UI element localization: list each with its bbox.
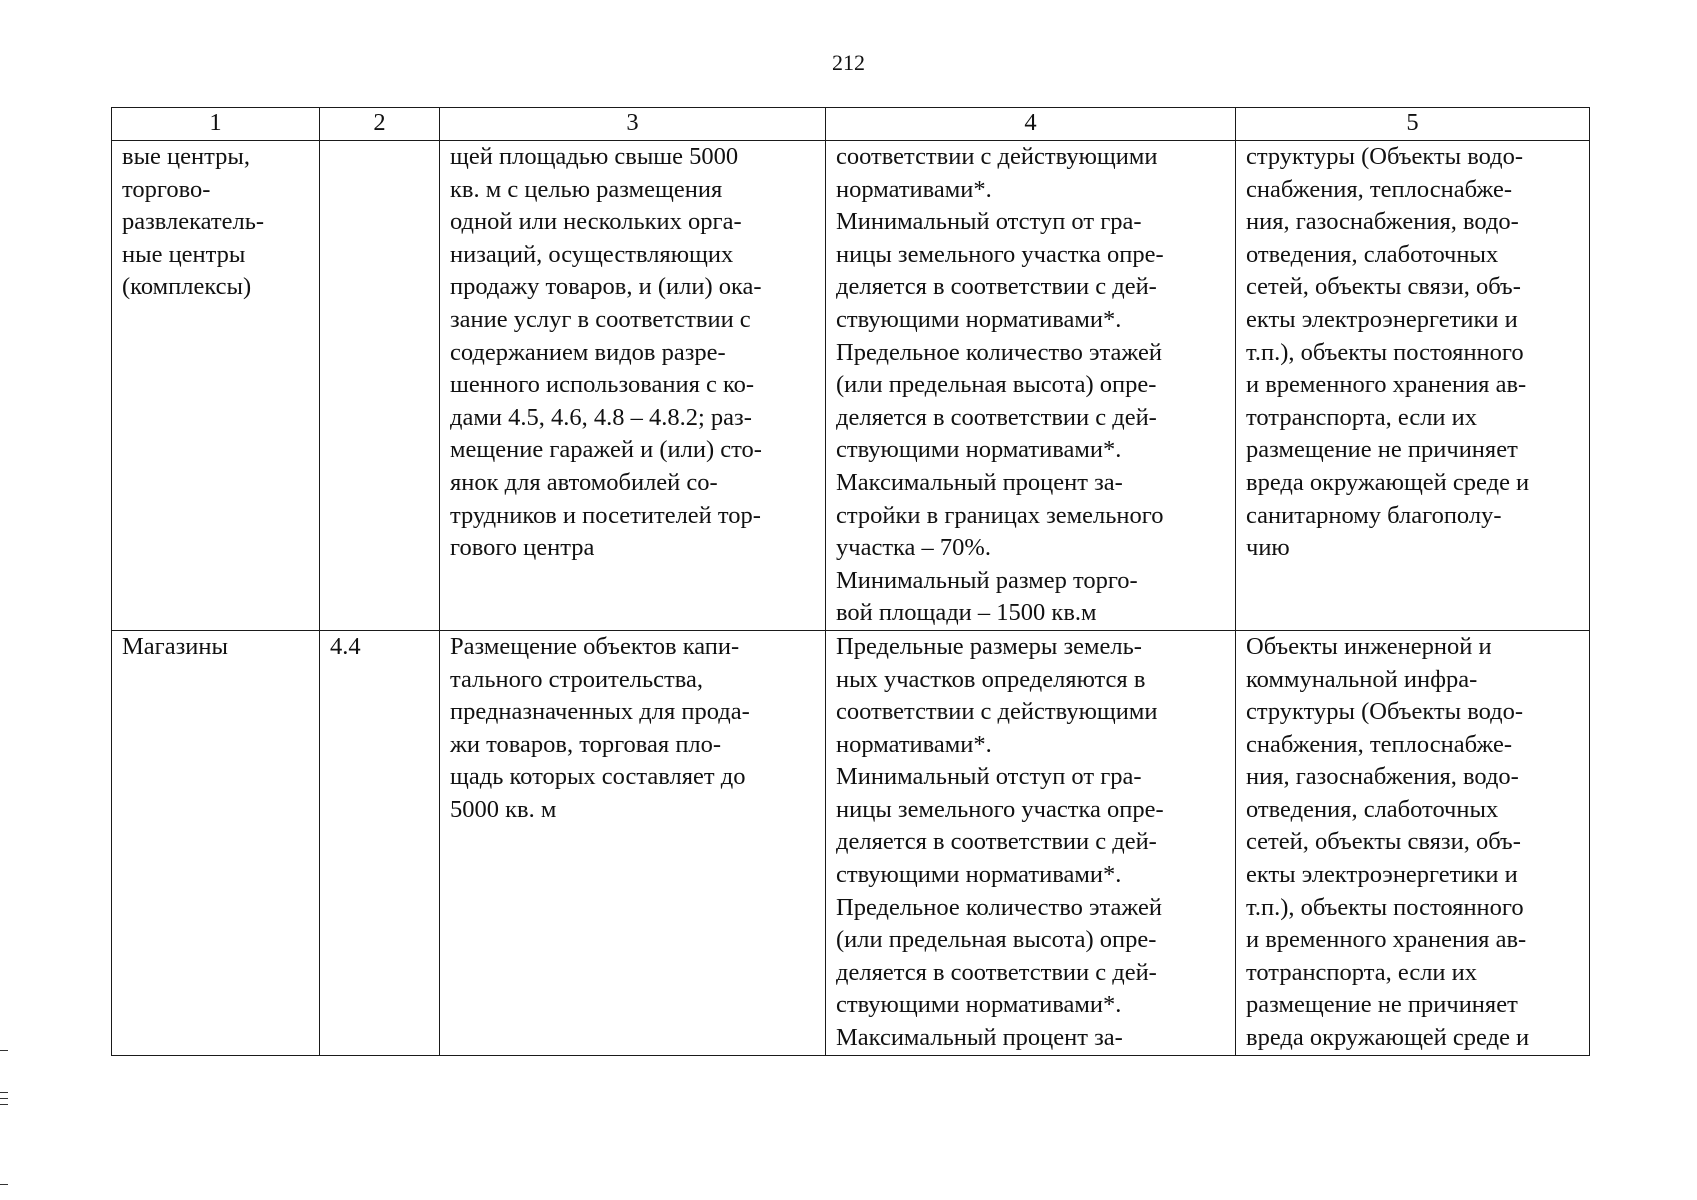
- text-line: ные центры: [122, 240, 246, 268]
- text-line: сетей, объекты связи, объ-: [1246, 828, 1521, 856]
- text-line: Объекты инженерной и: [1246, 632, 1492, 660]
- text-line: (или предельная высота) опре-: [836, 371, 1157, 399]
- header-col-5: 5: [1236, 108, 1590, 141]
- text-line: снабжения, теплоснабже-: [1246, 175, 1513, 203]
- text-line: участка – 70%.: [836, 534, 991, 562]
- text-line: чию: [1246, 534, 1290, 562]
- text-line: тотранспорта, если их: [1246, 958, 1478, 986]
- text-line: вые центры,: [122, 143, 250, 170]
- text-line: развлекатель-: [122, 208, 265, 236]
- text-line: низаций, осуществляющих: [450, 240, 734, 268]
- cell-use-name: [112, 141, 320, 631]
- text-line: размещение не причиняет: [1246, 436, 1518, 464]
- text-line: т.п.), объекты постоянного: [1246, 893, 1524, 921]
- text-line: и временного хранения ав-: [1246, 926, 1527, 954]
- text-line: Предельное количество этажей: [836, 338, 1162, 366]
- text-line: вреда окружающей среде и: [1246, 1024, 1530, 1052]
- text-line: ния, газоснабжения, водо-: [1246, 763, 1519, 791]
- text-line: Максимальный процент за-: [836, 1024, 1123, 1052]
- text-line: Минимальный размер торго-: [836, 566, 1138, 594]
- table-row: [112, 630, 1590, 1055]
- text-line: Предельное количество этажей: [836, 893, 1162, 921]
- text-line: ствующими нормативами*.: [836, 861, 1122, 889]
- text-line: размещение не причиняет: [1246, 991, 1518, 1019]
- text-line: екты электроэнергетики и: [1246, 305, 1518, 333]
- text-line: Размещение объектов капи-: [450, 632, 740, 660]
- text-line: зание услуг в соответствии с: [450, 305, 751, 333]
- text-line: тального строительства,: [450, 665, 703, 693]
- text-line: кв. м с целью размещения: [450, 175, 723, 203]
- text-line: деляется в соответствии с дей-: [836, 273, 1157, 301]
- text-line: Магазины: [122, 632, 228, 660]
- text-line: структуры (Объекты водо-: [1246, 698, 1524, 726]
- cell-use-description: [440, 630, 826, 1055]
- text-line: трудников и посетителей тор-: [450, 501, 761, 529]
- text-line: вреда окружающей среде и: [1246, 468, 1530, 496]
- cell-auxiliary-uses: [1236, 141, 1590, 631]
- cell-auxiliary-uses: [1236, 630, 1590, 1055]
- text-line: отведения, слаботочных: [1246, 240, 1499, 268]
- text-line: тотранспорта, если их: [1246, 403, 1478, 431]
- text-line: Максимальный процент за-: [836, 468, 1123, 496]
- text-line: щадь которых составляет до: [450, 763, 746, 791]
- text-line: ствующими нормативами*.: [836, 436, 1122, 464]
- header-col-4: 4: [826, 108, 1236, 141]
- page-number: 212: [832, 50, 865, 75]
- text-line: ствующими нормативами*.: [836, 991, 1122, 1019]
- table-header-row: [112, 108, 1590, 141]
- text-line: одной или нескольких орга-: [450, 208, 742, 236]
- text-line: торгово-: [122, 175, 211, 203]
- text-line: янок для автомобилей со-: [450, 468, 718, 496]
- text-line: Минимальный отступ от гра-: [836, 208, 1142, 236]
- cell-use-name: [112, 630, 320, 1055]
- land-use-table: [111, 107, 1590, 1056]
- table-row: [112, 141, 1590, 631]
- header-col-2: 2: [320, 108, 440, 141]
- text-line: ния, газоснабжения, водо-: [1246, 208, 1519, 236]
- text-line: ницы земельного участка опре-: [836, 240, 1164, 268]
- text-line: мещение гаражей и (или) сто-: [450, 436, 762, 464]
- text-line: содержанием видов разре-: [450, 338, 726, 366]
- text-line: гового центра: [450, 534, 595, 562]
- text-line: ницы земельного участка опре-: [836, 795, 1164, 823]
- text-line: отведения, слаботочных: [1246, 795, 1499, 823]
- cell-use-description: [440, 141, 826, 631]
- text-line: 5000 кв. м: [450, 795, 557, 823]
- text-line: шенного использования с ко-: [450, 371, 755, 399]
- text-line: нормативами*.: [836, 175, 992, 203]
- text-line: дами 4.5, 4.6, 4.8 – 4.8.2; раз-: [450, 403, 752, 431]
- text-line: сетей, объекты связи, объ-: [1246, 273, 1521, 301]
- cell-use-code: [320, 630, 440, 1055]
- text-line: т.п.), объекты постоянного: [1246, 338, 1524, 366]
- text-line: структуры (Объекты водо-: [1246, 143, 1524, 170]
- text-line: соответствии с действующими: [836, 698, 1158, 726]
- cell-parameters: [826, 630, 1236, 1055]
- text-line: продажу товаров, и (или) ока-: [450, 273, 762, 301]
- text-line: деляется в соответствии с дей-: [836, 958, 1157, 986]
- header-col-3: 3: [440, 108, 826, 141]
- text-line: предназначенных для прода-: [450, 698, 750, 726]
- text-line: нормативами*.: [836, 730, 992, 758]
- text-line: деляется в соответствии с дей-: [836, 403, 1157, 431]
- cell-parameters: [826, 141, 1236, 631]
- text-line: жи товаров, торговая пло-: [450, 730, 722, 758]
- text-line: вой площади – 1500 кв.м: [836, 599, 1097, 627]
- text-line: снабжения, теплоснабже-: [1246, 730, 1513, 758]
- text-line: коммунальной инфра-: [1246, 665, 1478, 693]
- text-line: екты электроэнергетики и: [1246, 861, 1518, 889]
- text-line: и временного хранения ав-: [1246, 371, 1527, 399]
- text-line: ствующими нормативами*.: [836, 305, 1122, 333]
- text-line: Минимальный отступ от гра-: [836, 763, 1142, 791]
- text-line: ных участков определяются в: [836, 665, 1146, 693]
- text-line: соответствии с действующими: [836, 143, 1158, 170]
- cell-use-code: [320, 141, 440, 631]
- text-line: санитарному благополу-: [1246, 501, 1502, 529]
- text-line: стройки в границах земельного: [836, 501, 1164, 529]
- scan-margin-marks: [0, 1050, 10, 1190]
- text-line: Предельные размеры земель-: [836, 632, 1142, 660]
- header-col-1: 1: [112, 108, 320, 141]
- text-line: 4.4: [330, 632, 361, 660]
- text-line: (комплексы): [122, 273, 252, 301]
- text-line: деляется в соответствии с дей-: [836, 828, 1157, 856]
- text-line: щей площадью свыше 5000: [450, 143, 739, 170]
- text-line: (или предельная высота) опре-: [836, 926, 1157, 954]
